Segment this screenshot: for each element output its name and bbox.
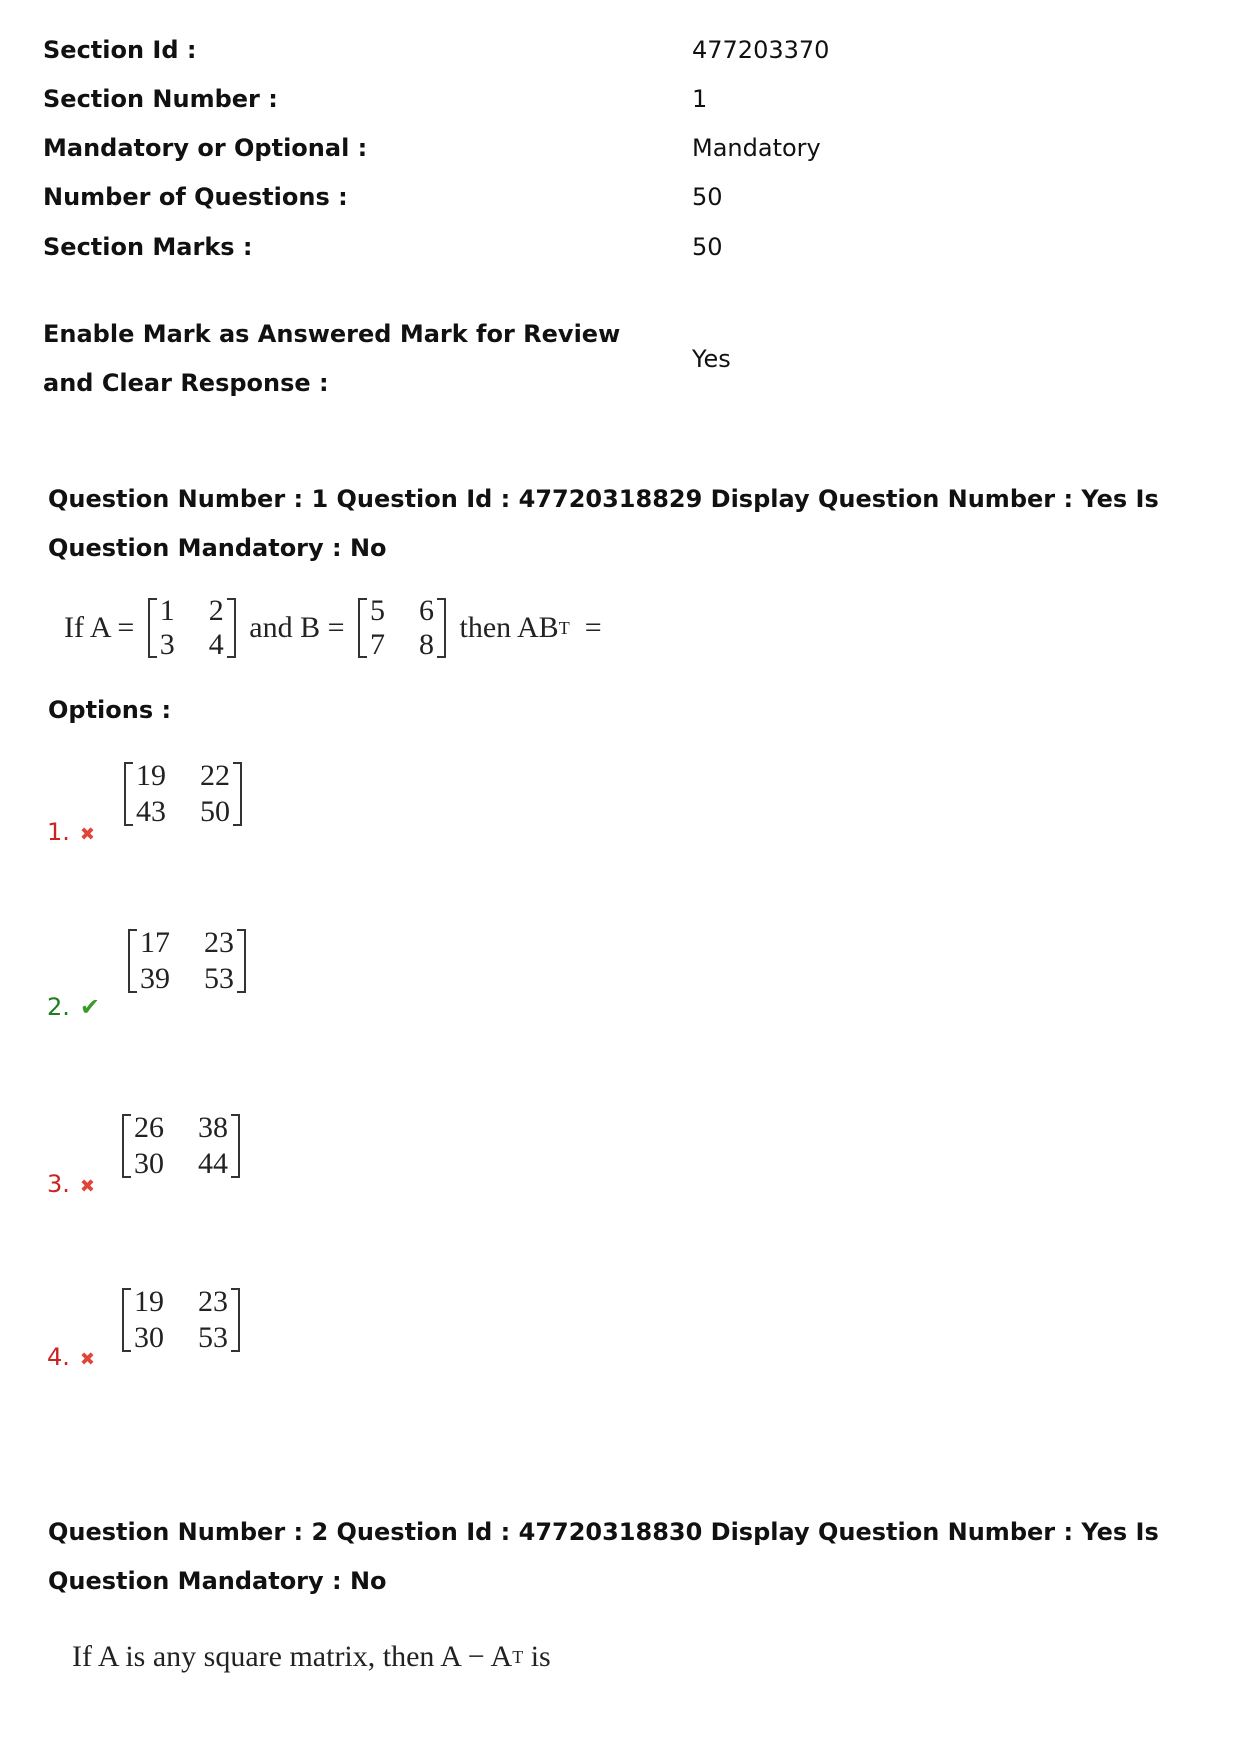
- matrix-b: [358, 594, 446, 662]
- matrix-cell: 8: [419, 628, 435, 661]
- section-id-value: 477203370: [692, 36, 830, 64]
- section-marks-value: 50: [692, 233, 723, 261]
- option-1: [47, 818, 95, 846]
- matrix-cell: 38: [198, 1111, 228, 1144]
- stem-text: and B =: [241, 611, 353, 644]
- matrix-cell: 22: [200, 759, 230, 792]
- section-marks-label: Section Marks :: [43, 233, 253, 261]
- section-number-value: 1: [692, 85, 708, 113]
- transpose-superscript: T: [512, 1646, 524, 1667]
- enable-mark-label: Enable Mark as Answered Mark for Review and Clear Response :: [43, 320, 621, 397]
- stem-text: then AB: [452, 611, 559, 644]
- option-2: [47, 993, 100, 1021]
- section-number-label: Section Number :: [43, 85, 278, 113]
- question-count-label: Number of Questions :: [43, 183, 348, 211]
- stem-text: If A is any square matrix, then A − A: [72, 1640, 513, 1673]
- option-number: 2.: [47, 993, 70, 1021]
- stem-text: is: [523, 1640, 551, 1673]
- option-number: 3.: [47, 1170, 70, 1198]
- question-1-header: Question Number : 1 Question Id : 47720318829 Display Question Number : Yes Is Question Mandatory : No: [48, 485, 1159, 562]
- matrix-a: [148, 594, 236, 662]
- matrix-cell: 44: [198, 1147, 228, 1180]
- mandatory-label: Mandatory or Optional :: [43, 134, 368, 162]
- matrix-cell: 23: [204, 926, 234, 959]
- options-label: Options :: [48, 696, 172, 724]
- option-4-matrix: [116, 1284, 246, 1364]
- mandatory-value: Mandatory: [692, 134, 821, 162]
- option-3: [47, 1170, 95, 1198]
- matrix-cell: 50: [200, 795, 230, 828]
- matrix-cell: 17: [140, 926, 170, 959]
- question-count-value: 50: [692, 183, 723, 211]
- matrix-cell: 1: [159, 594, 175, 627]
- matrix-cell: 23: [198, 1285, 228, 1318]
- matrix-cell: 2: [208, 594, 224, 627]
- option-3-matrix: [116, 1110, 246, 1190]
- matrix-cell: 30: [134, 1321, 164, 1354]
- transpose-superscript: T: [558, 617, 570, 638]
- option-number: 4.: [47, 1343, 70, 1371]
- question-2-header: Question Number : 2 Question Id : 47720318830 Display Question Number : Yes Is Question Mandatory : No: [48, 1518, 1159, 1595]
- matrix-cell: 19: [134, 1285, 164, 1318]
- cross-icon: ✖: [79, 1349, 95, 1370]
- cross-icon: ✖: [79, 1176, 95, 1197]
- matrix-cell: 30: [134, 1147, 164, 1180]
- option-1-matrix: [118, 758, 248, 838]
- question-2-stem: [72, 1632, 551, 1682]
- matrix-cell: 5: [370, 594, 386, 627]
- matrix-cell: 53: [198, 1321, 228, 1354]
- option-4: [47, 1343, 95, 1371]
- matrix-cell: 4: [208, 628, 224, 661]
- enable-mark-value: Yes: [692, 345, 731, 373]
- matrix-cell: 39: [140, 962, 170, 995]
- option-2-matrix: [122, 925, 252, 1005]
- check-icon: ✔: [79, 993, 101, 1021]
- matrix-cell: 19: [136, 759, 166, 792]
- section-id-label: Section Id :: [43, 36, 197, 64]
- matrix-cell: 3: [159, 628, 175, 661]
- option-number: 1.: [47, 818, 70, 846]
- matrix-cell: 7: [370, 628, 386, 661]
- matrix-cell: 6: [419, 594, 435, 627]
- stem-text: =: [569, 611, 602, 644]
- matrix-cell: 53: [204, 962, 234, 995]
- question-1-stem: [64, 596, 602, 660]
- matrix-cell: 43: [136, 795, 166, 828]
- cross-icon: ✖: [79, 824, 95, 845]
- matrix-cell: 26: [134, 1111, 164, 1144]
- stem-text: If A =: [64, 611, 142, 644]
